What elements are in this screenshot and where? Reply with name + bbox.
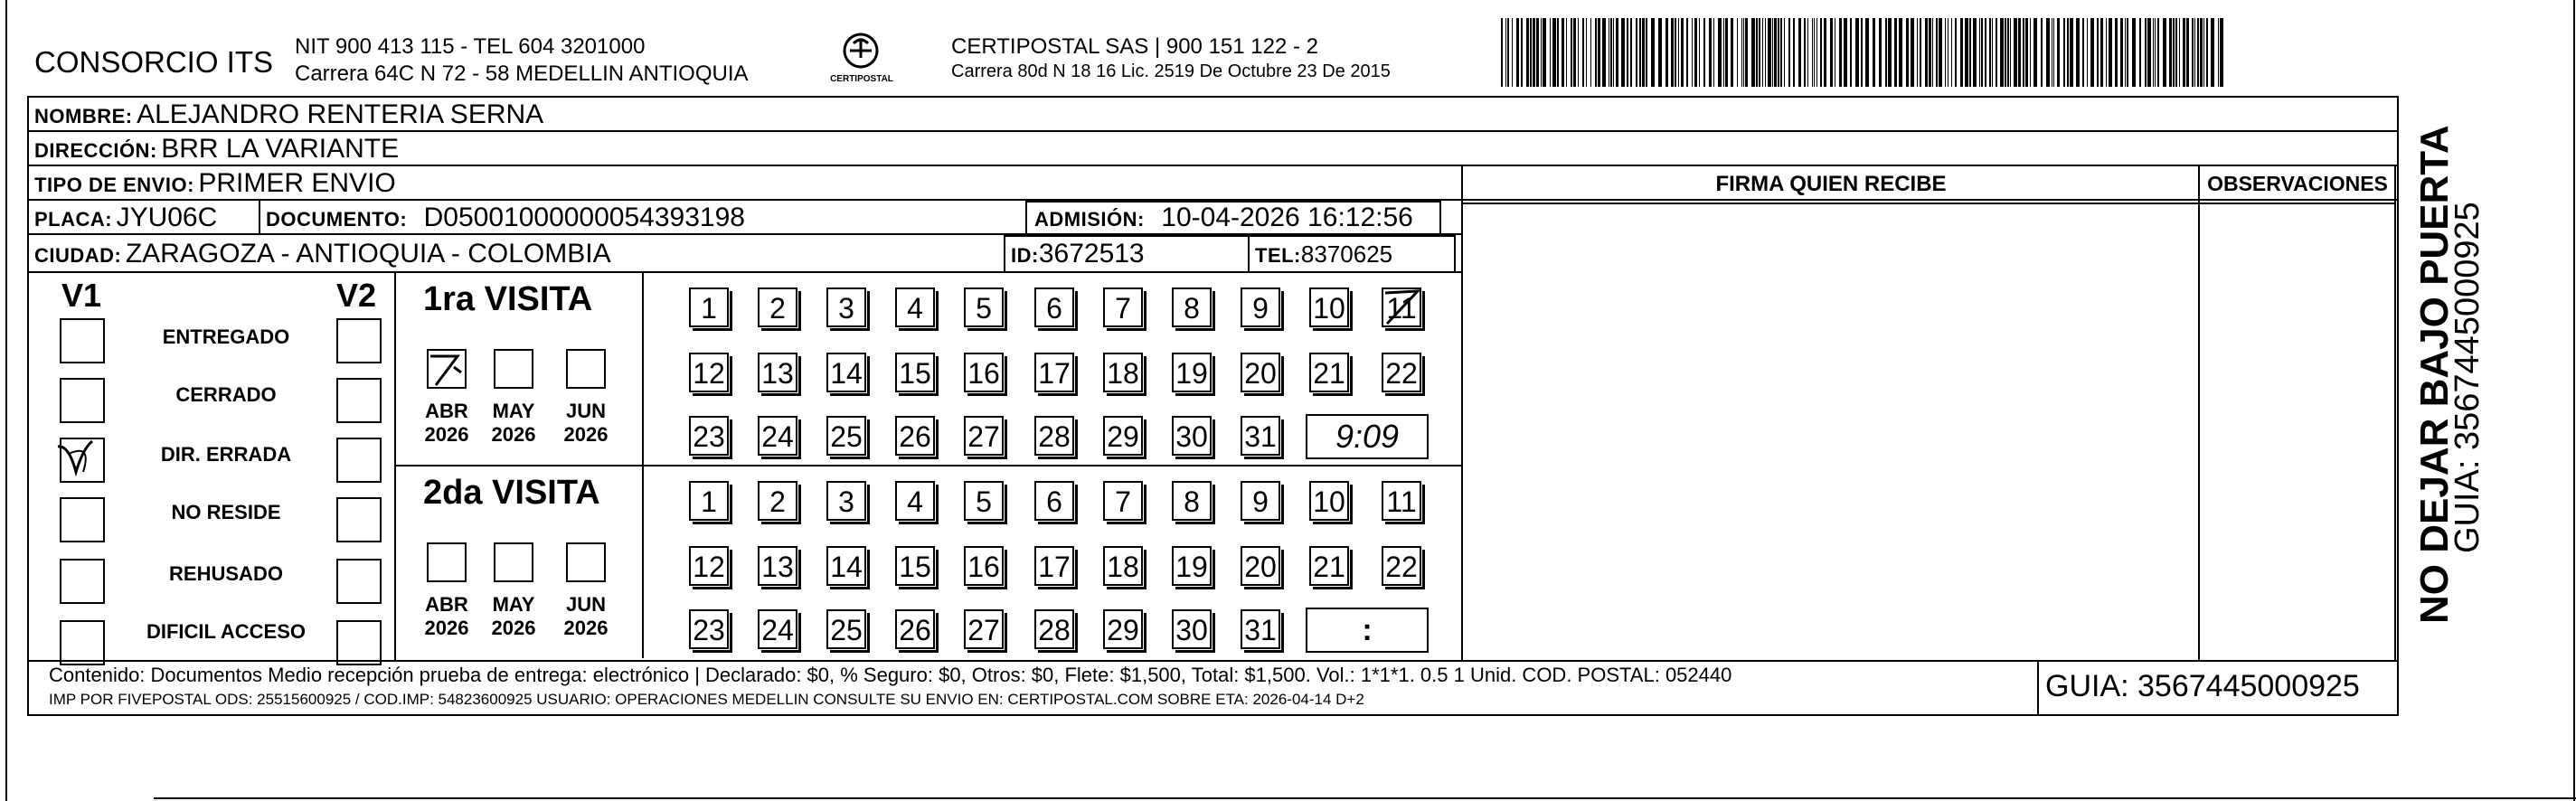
day-box[interactable] <box>758 416 797 456</box>
day-number: 4 <box>907 292 923 325</box>
plate-label: PLACA: <box>34 208 113 231</box>
day-box[interactable] <box>1382 546 1421 586</box>
day-number: 19 <box>1175 357 1208 390</box>
day-number: 13 <box>761 551 794 583</box>
day-number: 19 <box>1175 551 1208 583</box>
col-line <box>2198 165 2200 660</box>
day-number: 26 <box>899 420 931 453</box>
status-label: NO RESIDE <box>171 501 281 523</box>
v2-checkbox[interactable] <box>336 620 382 665</box>
v1-header: V1 <box>61 277 102 314</box>
day-number: 29 <box>1107 614 1139 646</box>
day-number: 9 <box>1252 292 1269 325</box>
day-number: 6 <box>1046 292 1062 325</box>
visit-title: 1ra VISITA <box>423 280 593 318</box>
v2-checkbox[interactable] <box>336 559 382 604</box>
day-number: 28 <box>1038 614 1071 646</box>
day-box[interactable] <box>826 287 866 327</box>
visit-title: 2da VISITA <box>423 474 600 512</box>
day-number: 17 <box>1038 357 1071 390</box>
day-box[interactable] <box>1309 287 1349 327</box>
month-label: MAY <box>492 400 535 422</box>
day-box[interactable] <box>1241 609 1280 649</box>
day-number: 21 <box>1313 357 1345 390</box>
day-box[interactable] <box>1309 353 1349 392</box>
month-checkbox[interactable] <box>566 349 606 389</box>
day-number: 24 <box>761 420 794 453</box>
shipping-type-label: TIPO DE ENVIO: <box>34 174 194 196</box>
day-number: 21 <box>1313 551 1345 583</box>
day-box[interactable] <box>1103 609 1143 649</box>
day-box[interactable] <box>895 609 935 649</box>
day-box[interactable] <box>689 481 729 521</box>
day-number: 29 <box>1107 420 1139 453</box>
col-line <box>2037 660 2039 716</box>
sign-header-line <box>1461 203 2396 204</box>
day-number: 18 <box>1107 357 1139 390</box>
day-box[interactable] <box>1034 609 1074 649</box>
day-box[interactable] <box>964 353 1004 392</box>
day-box[interactable] <box>1103 481 1143 521</box>
admission-cell <box>1034 203 1413 233</box>
day-number: 5 <box>976 292 992 325</box>
v2-checkbox[interactable] <box>336 497 382 542</box>
year-label: 2026 <box>563 423 609 446</box>
status-label: DIFICIL ACCESO <box>146 620 306 643</box>
id-cell <box>1011 239 1145 269</box>
day-box[interactable] <box>758 546 797 586</box>
time-box[interactable] <box>1306 414 1429 459</box>
day-number: 24 <box>761 614 794 646</box>
id-label: ID: <box>1011 244 1039 267</box>
admission-label: ADMISIÓN: <box>1034 208 1145 231</box>
day-number: 20 <box>1244 551 1277 583</box>
day-box[interactable] <box>689 609 729 649</box>
day-box[interactable] <box>1103 287 1143 327</box>
day-number: 1 <box>701 485 717 518</box>
col-line <box>2394 165 2396 660</box>
courier-license: Carrera 80d N 18 16 Lic. 2519 De Octubre 23 De 2015 <box>951 61 1391 81</box>
v2-checkbox[interactable] <box>336 438 382 483</box>
day-number: 14 <box>830 357 863 390</box>
time-box[interactable] <box>1306 608 1429 653</box>
month-label: MAY <box>492 593 535 616</box>
day-box[interactable] <box>1241 416 1280 456</box>
day-number: 13 <box>761 357 794 390</box>
side-warning: NO DEJAR BAJO PUERTA <box>2412 125 2457 624</box>
tel-label: TEL: <box>1255 244 1301 267</box>
company-nit: NIT 900 413 115 - TEL 604 3201000 <box>295 34 646 59</box>
year-label: 2026 <box>563 617 609 639</box>
year-label: 2026 <box>491 617 536 639</box>
visit-divider <box>642 271 644 465</box>
day-number: 10 <box>1313 292 1345 325</box>
day-box[interactable] <box>1103 546 1143 586</box>
page-bottom-edge <box>154 797 2576 799</box>
day-number: 7 <box>1115 292 1131 325</box>
name-label: NOMBRE: <box>34 105 133 127</box>
row-line <box>27 165 2399 166</box>
recipient-name: ALEJANDRO RENTERIA SERNA <box>137 99 544 129</box>
day-number: 15 <box>899 551 931 583</box>
city-label: CIUDAD: <box>34 244 122 267</box>
footer-print-info: IMP POR FIVEPOSTAL ODS: 25515600925 / COD.IMP: 54823600925 USUARIO: OPERACIONES MEDELLIN CONSULTE SU ENVIO EN: CERTIPOSTAL.COM SOBRE ETA: 2026-04-14 D+2 <box>49 691 1364 708</box>
visit-divider <box>394 465 1461 466</box>
month-checkbox[interactable] <box>566 542 606 582</box>
day-number: 25 <box>830 614 863 646</box>
day-box[interactable] <box>895 287 935 327</box>
day-box[interactable] <box>895 481 935 521</box>
day-box[interactable] <box>758 609 797 649</box>
v1-checkbox[interactable] <box>60 559 105 604</box>
day-box[interactable] <box>826 416 866 456</box>
document-value: D05001000000054393198 <box>423 203 745 232</box>
day-box[interactable] <box>1309 481 1349 521</box>
courier-name: CERTIPOSTAL SAS | 900 151 122 - 2 <box>951 34 1318 59</box>
v2-header: V2 <box>336 277 377 314</box>
status-label: CERRADO <box>175 383 277 406</box>
day-number: 31 <box>1244 614 1277 646</box>
day-box[interactable] <box>1172 287 1212 327</box>
day-box[interactable] <box>1172 609 1212 649</box>
day-box[interactable] <box>1034 416 1074 456</box>
day-box[interactable] <box>1241 353 1280 392</box>
sign-header: FIRMA QUIEN RECIBE <box>1715 172 1947 196</box>
v1-checkbox[interactable] <box>60 620 105 665</box>
day-number: 27 <box>967 614 1000 646</box>
month-checkbox[interactable] <box>494 542 533 582</box>
time-value: 9:09 <box>1335 418 1400 455</box>
footer-contents: Contenido: Documentos Medio recepción prueba de entrega: electrónico | Declarado: $0, % Seguro: $0, Otros: $0, Flete: $1,500, Total: $1,500. Vol.: 1*1*1. 0.5 1 Unid. COD. POSTAL: 052440 <box>49 664 1732 686</box>
logo-text: CERTIPOSTAL <box>830 74 893 84</box>
day-number: 30 <box>1175 614 1208 646</box>
day-number: 6 <box>1046 485 1062 518</box>
day-number: 11 <box>1386 485 1417 518</box>
tel-value: 8370625 <box>1300 240 1393 268</box>
plate-cell <box>34 203 217 233</box>
day-number: 7 <box>1115 485 1131 518</box>
month-checkbox[interactable] <box>494 349 533 389</box>
v1-checkbox[interactable] <box>60 497 105 542</box>
day-number: 4 <box>907 485 923 518</box>
day-box[interactable] <box>826 609 866 649</box>
address-row <box>34 134 399 165</box>
day-number: 1 <box>701 292 717 325</box>
day-number: 16 <box>967 357 1000 390</box>
month-label: ABR <box>425 593 468 616</box>
day-box[interactable] <box>689 546 729 586</box>
day-box[interactable] <box>1172 416 1212 456</box>
day-number: 11 <box>1386 292 1417 325</box>
col-line <box>259 199 260 233</box>
day-number: 27 <box>967 420 1000 453</box>
recipient-address: BRR LA VARIANTE <box>161 134 400 164</box>
day-box[interactable] <box>964 481 1004 521</box>
time-value: : <box>1362 613 1373 647</box>
barcode <box>1501 18 2224 87</box>
day-number: 23 <box>693 420 725 453</box>
page-right-edge <box>2573 0 2575 801</box>
company-name: CONSORCIO ITS <box>34 45 274 79</box>
day-number: 17 <box>1038 551 1071 583</box>
row-line <box>27 130 2399 132</box>
v2-checkbox[interactable] <box>336 318 382 363</box>
day-number: 12 <box>693 357 725 390</box>
day-box[interactable] <box>689 287 729 327</box>
day-box[interactable] <box>1241 481 1280 521</box>
day-number: 2 <box>769 485 786 518</box>
day-number: 26 <box>899 614 931 646</box>
day-box[interactable] <box>964 546 1004 586</box>
shipping-row <box>34 168 396 199</box>
day-box[interactable] <box>826 546 866 586</box>
status-label: ENTREGADO <box>162 325 290 348</box>
id-value: 3672513 <box>1038 239 1145 269</box>
day-box[interactable] <box>1172 481 1212 521</box>
day-box[interactable] <box>1103 416 1143 456</box>
day-box[interactable] <box>964 287 1004 327</box>
day-number: 22 <box>1385 357 1418 390</box>
row-line <box>27 660 2399 662</box>
side-guia: GUIA: 3567445000925 <box>2449 202 2486 553</box>
day-box[interactable] <box>758 481 797 521</box>
day-number: 18 <box>1107 551 1139 583</box>
name-row <box>34 99 543 130</box>
month-label: ABR <box>425 400 468 422</box>
day-box[interactable] <box>1034 481 1074 521</box>
day-number: 8 <box>1184 485 1200 518</box>
col-line <box>1461 165 1463 660</box>
day-number: 20 <box>1244 357 1277 390</box>
year-label: 2026 <box>424 617 469 639</box>
company-address: Carrera 64C N 72 - 58 MEDELLIN ANTIOQUIA <box>295 61 749 86</box>
observations-header: OBSERVACIONES <box>2207 172 2388 195</box>
day-box[interactable] <box>1034 546 1074 586</box>
status-label: REHUSADO <box>169 562 283 585</box>
day-box[interactable] <box>1241 546 1280 586</box>
year-label: 2026 <box>491 423 536 446</box>
city-cell <box>34 239 611 269</box>
day-number: 9 <box>1252 485 1269 518</box>
day-number: 30 <box>1175 420 1208 453</box>
address-label: DIRECCIÓN: <box>34 139 157 162</box>
footer-guia: GUIA: 3567445000925 <box>2045 669 2360 703</box>
v1-checkbox[interactable] <box>60 438 105 483</box>
day-number: 12 <box>693 551 725 583</box>
day-box[interactable] <box>758 287 797 327</box>
year-label: 2026 <box>424 423 469 446</box>
tel-cell <box>1255 240 1392 269</box>
day-number: 10 <box>1313 485 1345 518</box>
status-label: DIR. ERRADA <box>160 443 292 466</box>
v1-checkbox[interactable] <box>60 318 105 363</box>
day-box[interactable] <box>895 353 935 392</box>
day-number: 16 <box>967 551 1000 583</box>
day-box[interactable] <box>689 353 729 392</box>
day-box[interactable] <box>1382 481 1421 521</box>
day-box[interactable] <box>689 416 729 456</box>
day-box[interactable] <box>1382 287 1421 327</box>
day-box[interactable] <box>826 353 866 392</box>
day-number: 14 <box>830 551 863 583</box>
day-box[interactable] <box>895 416 935 456</box>
day-box[interactable] <box>1241 287 1280 327</box>
city-value: ZARAGOZA - ANTIOQUIA - COLOMBIA <box>125 239 611 269</box>
day-number: 28 <box>1038 420 1071 453</box>
plate-value: JYU06C <box>116 203 218 232</box>
day-box[interactable] <box>964 609 1004 649</box>
admission-value: 10-04-2026 16:12:56 <box>1161 203 1413 232</box>
day-box[interactable] <box>964 416 1004 456</box>
month-checkbox[interactable] <box>427 542 467 582</box>
shipping-type: PRIMER ENVIO <box>198 168 396 198</box>
day-box[interactable] <box>1103 353 1143 392</box>
day-number: 3 <box>838 485 854 518</box>
day-number: 22 <box>1385 551 1418 583</box>
v1-checkbox[interactable] <box>60 378 105 423</box>
v2-checkbox[interactable] <box>336 378 382 423</box>
day-number: 31 <box>1244 420 1277 453</box>
day-box[interactable] <box>1172 353 1212 392</box>
day-box[interactable] <box>826 481 866 521</box>
month-label: JUN <box>565 593 606 616</box>
day-number: 3 <box>838 292 854 325</box>
day-box[interactable] <box>1172 546 1212 586</box>
month-checkbox[interactable] <box>427 349 467 389</box>
day-number: 15 <box>899 357 931 390</box>
day-box[interactable] <box>1382 353 1421 392</box>
day-box[interactable] <box>1034 287 1074 327</box>
document-label: DOCUMENTO: <box>266 208 408 231</box>
document-cell <box>266 203 745 233</box>
page-left-edge <box>5 0 7 801</box>
day-number: 5 <box>976 485 992 518</box>
day-number: 25 <box>830 420 863 453</box>
month-label: JUN <box>565 400 606 422</box>
day-box[interactable] <box>758 353 797 392</box>
day-number: 8 <box>1184 292 1200 325</box>
day-box[interactable] <box>1309 546 1349 586</box>
day-number: 2 <box>769 292 786 325</box>
day-number: 23 <box>693 614 725 646</box>
day-box[interactable] <box>895 546 935 586</box>
day-box[interactable] <box>1034 353 1074 392</box>
visit-divider <box>642 465 644 658</box>
